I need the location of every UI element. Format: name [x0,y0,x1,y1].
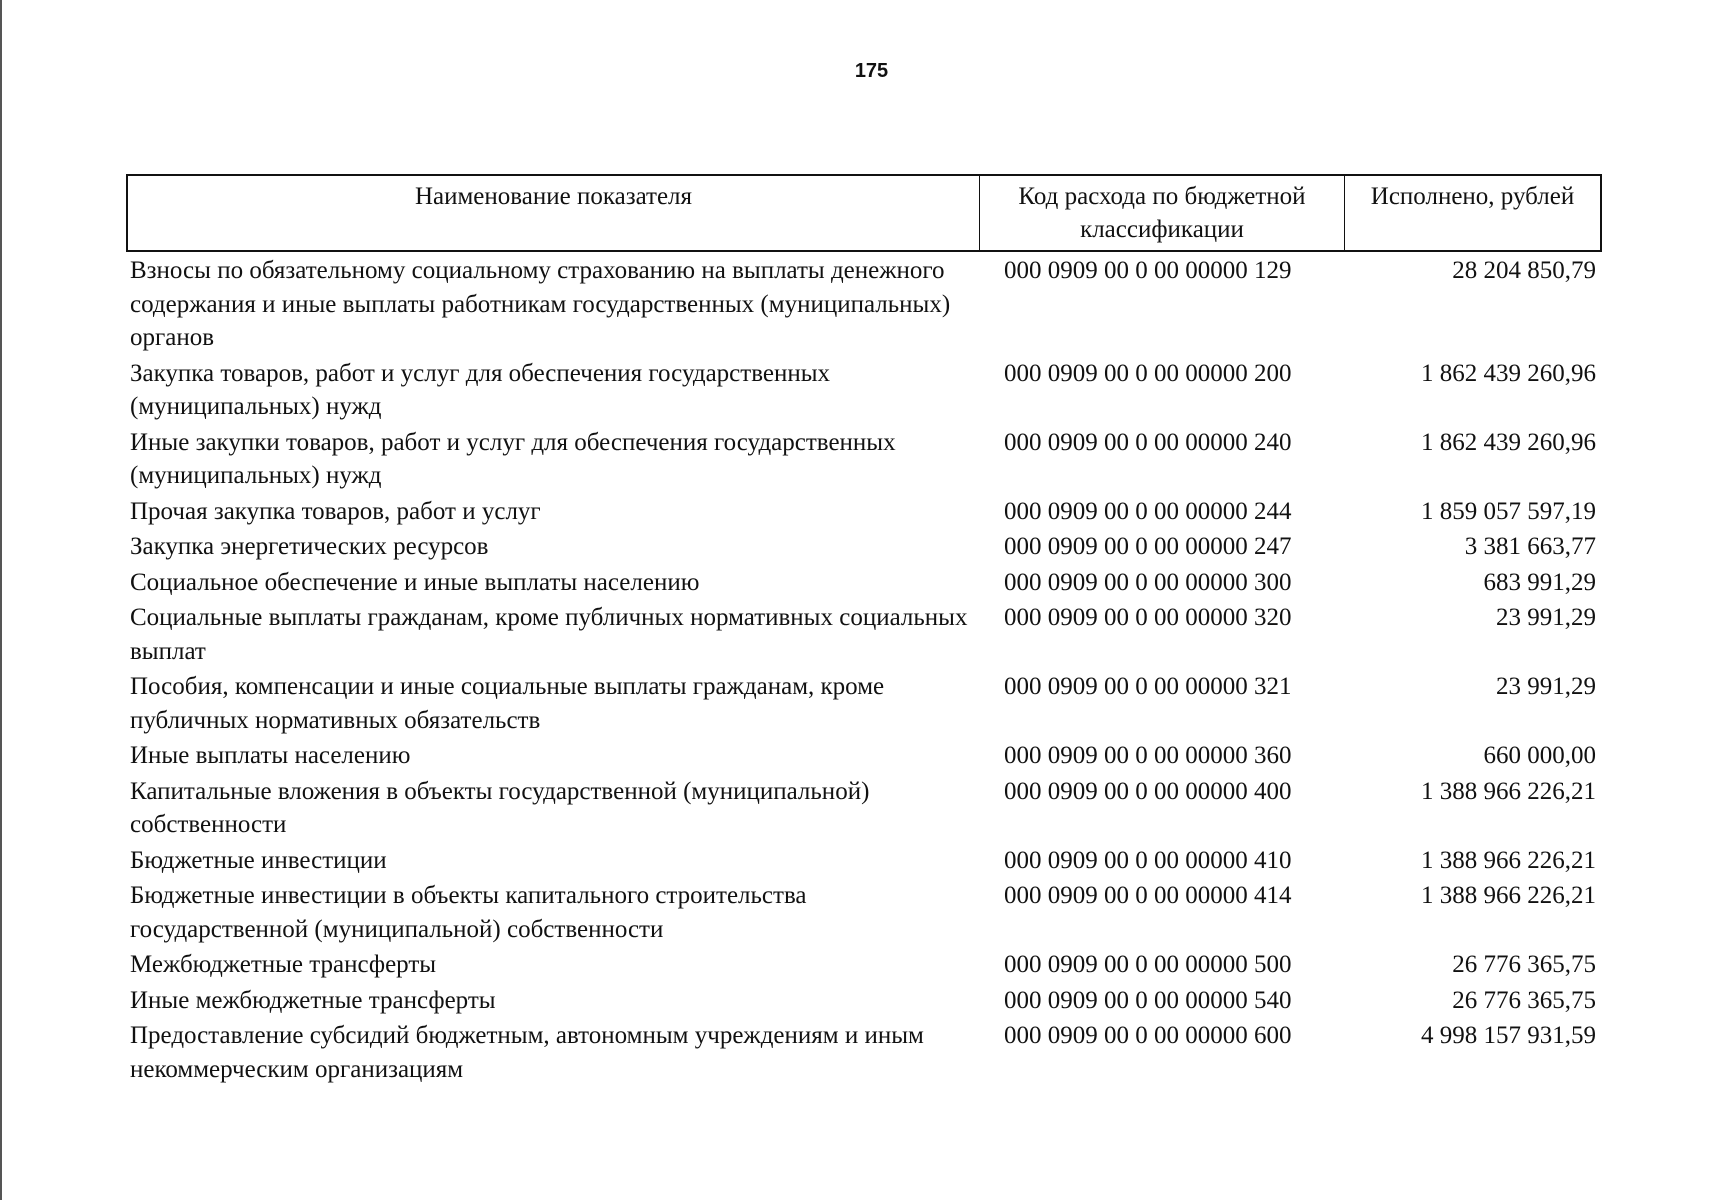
row-code: 000 0909 00 0 00 00000 500 [1004,951,1292,978]
row-code: 000 0909 00 0 00 00000 321 [1004,673,1292,700]
page-number: 175 [854,60,889,82]
row-code: 000 0909 00 0 00 00000 129 [1004,257,1292,284]
row-value: 660 000,00 [1483,742,1596,769]
table-row [126,879,1602,946]
row-name: Закупка энергетических ресурсов [130,533,489,560]
row-value: 26 776 365,75 [1452,986,1596,1014]
row-code: 000 0909 00 0 00 00000 247 [1004,533,1292,560]
row-name: Бюджетные инвестиции в объекты капитального строительства государственной (муниципальной) собственности [130,882,807,943]
table-row [126,601,1602,668]
table-row [126,844,1602,878]
row-value: 1 388 966 226,21 [1421,882,1596,909]
table-row [126,739,1602,773]
row-value: 1 862 439 260,96 [1421,359,1596,387]
table-row [126,495,1602,529]
row-value: 26 776 365,75 [1452,951,1596,978]
row-name: Социальные выплаты гражданам, кроме публичных нормативных социальных выплат [130,604,968,665]
row-value: 4 998 157 931,59 [1421,1022,1596,1049]
table-body [126,254,1602,1088]
row-name: Иные межбюджетные трансферты [130,986,496,1014]
row-code: 000 0909 00 0 00 00000 200 [1004,359,1292,387]
table-row [126,566,1602,600]
row-code: 000 0909 00 0 00 00000 600 [1004,1022,1292,1049]
table-row [126,426,1602,493]
row-code: 000 0909 00 0 00 00000 300 [1004,568,1292,596]
row-name: Прочая закупка товаров, работ и услуг [130,497,541,525]
header-name: Наименование показателя [128,176,980,250]
row-name: Бюджетные инвестиции [130,846,387,874]
row-name: Иные выплаты населению [130,742,411,769]
row-name: Предоставление субсидий бюджетным, автономным учреждениям и иным некоммерческим организациям [130,1022,924,1083]
row-name: Взносы по обязательному социальному страхованию на выплаты денежного содержания и иные выплаты работникам государственных (муниципальных) органов [130,257,951,351]
row-name: Пособия, компенсации и иные социальные выплаты гражданам, кроме публичных нормативных обязательств [130,673,885,734]
table-row [126,670,1602,737]
table-row [126,948,1602,982]
table-row [126,775,1602,842]
row-name: Закупка товаров, работ и услуг для обеспечения государственных (муниципальных) нужд [130,359,831,420]
table-row [126,357,1602,424]
row-code: 000 0909 00 0 00 00000 360 [1004,742,1292,769]
row-value: 3 381 663,77 [1464,533,1596,560]
page-edge [0,0,2,1200]
row-value: 1 388 966 226,21 [1421,777,1596,805]
row-code: 000 0909 00 0 00 00000 414 [1004,882,1292,909]
row-value: 1 859 057 597,19 [1421,497,1596,525]
table-row [126,530,1602,564]
row-code: 000 0909 00 0 00 00000 320 [1004,604,1292,631]
row-code: 000 0909 00 0 00 00000 244 [1004,497,1292,525]
row-value: 23 991,29 [1496,604,1596,631]
row-name: Межбюджетные трансферты [130,951,437,978]
row-name: Капитальные вложения в объекты государственной (муниципальной) собственности [130,777,870,838]
row-value: 1 862 439 260,96 [1421,428,1596,456]
table-row [126,984,1602,1018]
row-code: 000 0909 00 0 00 00000 400 [1004,777,1292,805]
header-code: Код расхода по бюджетной классификации [980,176,1345,250]
row-value: 1 388 966 226,21 [1421,846,1596,874]
table-row [126,254,1602,355]
table-row [126,1019,1602,1086]
row-code: 000 0909 00 0 00 00000 540 [1004,986,1292,1014]
row-value: 28 204 850,79 [1452,257,1596,284]
row-name: Социальное обеспечение и иные выплаты населению [130,568,700,596]
header-value: Исполнено, рублей [1370,183,1575,210]
row-code: 000 0909 00 0 00 00000 240 [1004,428,1292,456]
row-code: 000 0909 00 0 00 00000 410 [1004,846,1292,874]
table-header [126,174,1602,252]
row-value: 23 991,29 [1496,673,1596,700]
row-name: Иные закупки товаров, работ и услуг для обеспечения государственных (муниципальных) нужд [130,428,896,489]
row-value: 683 991,29 [1483,568,1596,596]
